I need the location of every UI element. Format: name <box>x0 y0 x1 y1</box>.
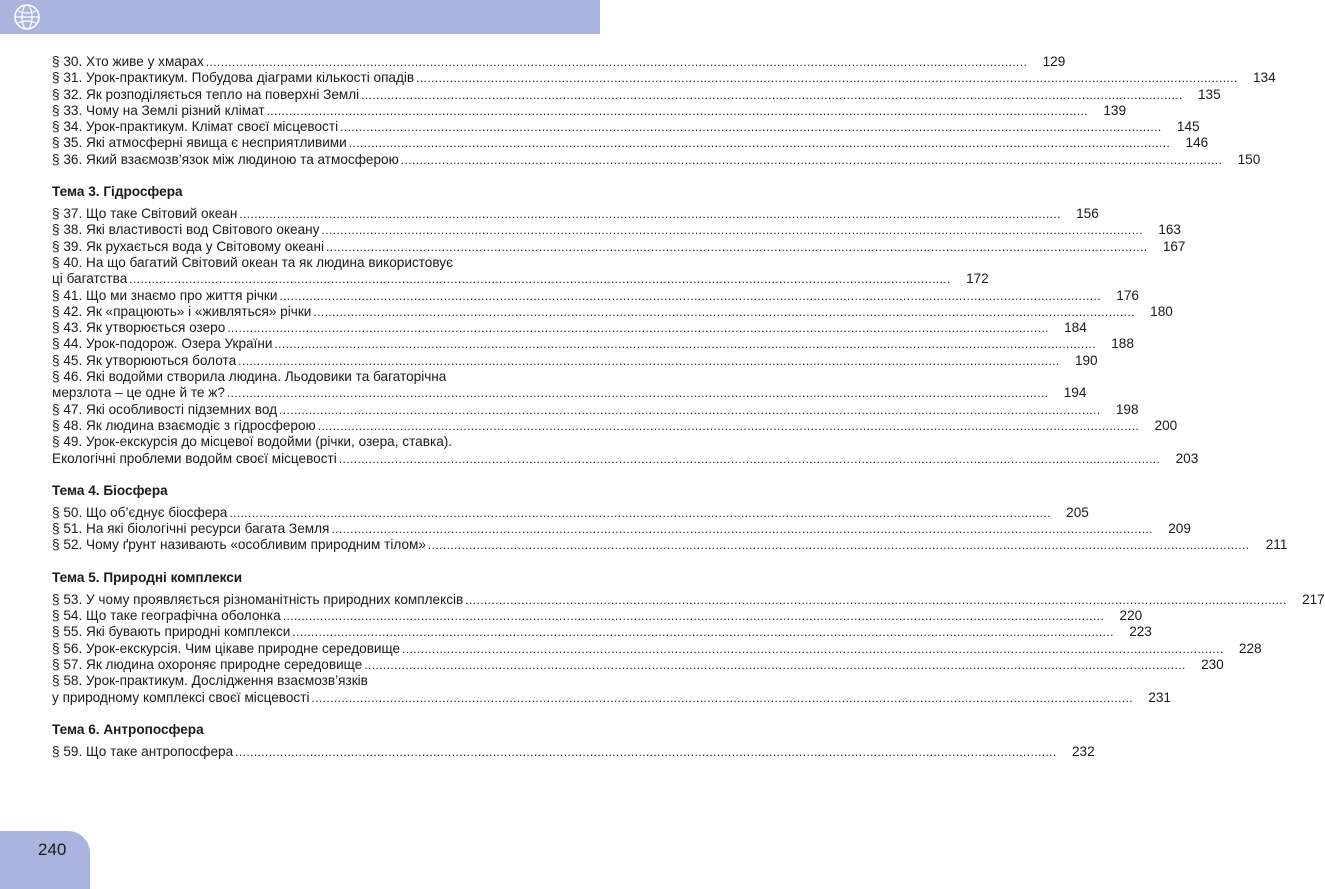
dot-leader: ............................................................................................................................................................................................................................ <box>279 402 1101 417</box>
dot-leader: ............................................................................................................................................................................................................................ <box>227 321 1049 336</box>
toc-entry-title: § 36. Який взаємозв’язок між людиною та атмосферою <box>52 151 399 167</box>
toc-page-number: 146 <box>1185 135 1209 151</box>
toc-line <box>52 271 989 287</box>
toc-line <box>52 336 1134 352</box>
toc-line <box>52 743 1095 760</box>
toc-page-number: 217 <box>1302 591 1325 607</box>
toc-entry <box>52 624 1152 640</box>
toc-entry-title: у природному комплексі своєї місцевості <box>52 689 310 705</box>
toc-entry <box>52 640 1262 657</box>
toc-entry-title: § 43. Як утворюється озеро <box>52 320 226 336</box>
toc-entry <box>52 135 1209 151</box>
toc-line <box>52 102 1127 119</box>
toc-page-number: 184 <box>1064 320 1087 336</box>
dot-leader: ............................................................................................................................................................................................................................ <box>364 657 1186 672</box>
toc-line <box>52 673 550 689</box>
toc-entry <box>52 151 1261 168</box>
toc-line <box>52 86 1221 103</box>
toc-entry <box>52 352 1098 369</box>
toc-entry <box>52 54 1066 70</box>
toc-line <box>52 521 1191 537</box>
dot-leader: ............................................................................................................................................................................................................................ <box>266 103 1089 118</box>
toc-page-number: 163 <box>1158 222 1181 238</box>
toc-line <box>52 352 1098 369</box>
toc-line <box>52 238 1186 255</box>
toc-entry <box>52 206 1099 222</box>
dot-leader: ............................................................................................................................................................................................................................ <box>313 304 1135 319</box>
dot-leader: ............................................................................................................................................................................................................................ <box>427 538 1250 553</box>
toc-page-number: 180 <box>1150 303 1173 319</box>
toc-entry-title: § 41. Що ми знаємо про життя річки <box>52 287 278 303</box>
table-of-contents <box>52 54 1325 760</box>
toc-entry-title: § 48. Як людина взаємодіє з гідросферою <box>52 417 316 433</box>
toc-entry <box>52 743 1095 760</box>
toc-line <box>52 135 1209 151</box>
toc-entry <box>52 537 1288 553</box>
toc-section <box>52 181 1199 467</box>
toc-entry <box>52 303 1173 320</box>
toc-line <box>52 401 1139 418</box>
toc-entry-title: § 35. Які атмосферні явища є несприятливими <box>52 135 347 151</box>
dot-leader: ............................................................................................................................................................................................................................ <box>229 505 1051 520</box>
header-band <box>0 0 600 34</box>
toc-entry <box>52 591 1325 608</box>
toc-entry <box>52 608 1143 624</box>
toc-page-number: 135 <box>1197 86 1221 102</box>
toc-entry-title: § 31. Урок-практикум. Побудова діаграми кількості опадів <box>52 70 415 86</box>
dot-leader: ............................................................................................................................................................................................................................ <box>338 451 1161 466</box>
toc-line <box>52 119 1200 135</box>
toc-entry <box>52 102 1127 119</box>
dot-leader: ............................................................................................................................................................................................................................ <box>226 386 1049 401</box>
toc-section <box>52 480 1288 554</box>
toc-entry <box>52 222 1181 238</box>
toc-page-number: 228 <box>1238 640 1262 656</box>
toc-entry <box>52 254 989 288</box>
dot-leader: ............................................................................................................................................................................................................................ <box>239 207 1061 222</box>
toc-entry <box>52 417 1178 434</box>
toc-entry-title: § 37. Що таке Світовий океан <box>52 206 238 222</box>
toc-entry-title: § 39. Як рухається вода у Світовому океані <box>52 238 325 254</box>
toc-line <box>52 206 1099 222</box>
toc-page-number: 129 <box>1042 54 1066 69</box>
toc-entry-title: § 34. Урок-практикум. Клімат своєї місцевості <box>52 119 339 135</box>
toc-entry-title: § 53. У чому проявляється різноманітність природних комплексів <box>52 591 464 607</box>
toc-line <box>52 417 1178 434</box>
toc-page-number: 194 <box>1063 385 1087 401</box>
toc-entry <box>52 238 1186 255</box>
toc-entry-title: § 54. Що таке географічна оболонка <box>52 608 281 624</box>
toc-page-number: 167 <box>1162 238 1186 254</box>
toc-line <box>52 151 1261 168</box>
toc-entry <box>52 70 1276 86</box>
dot-leader: ............................................................................................................................................................................................................................ <box>129 272 951 287</box>
toc-page-number: 198 <box>1115 401 1139 417</box>
toc-entry-title: § 49. Урок-екскурсія до місцевої водойми (річки, озера, ставка). <box>52 434 453 450</box>
dot-leader: ............................................................................................................................................................................................................................ <box>416 71 1238 86</box>
page-number: 240 <box>38 840 67 859</box>
toc-page-number: 232 <box>1071 743 1095 759</box>
toc-line <box>52 689 1171 706</box>
dot-leader: ............................................................................................................................................................................................................................ <box>292 625 1114 640</box>
toc-entry-title: § 40. На що багатий Світовий океан та як людина використовує <box>52 254 454 270</box>
toc-entry-title: § 33. Чому на Землі різний клімат <box>52 102 265 118</box>
dot-leader: ............................................................................................................................................................................................................................ <box>331 522 1153 537</box>
section-title: Тема 4. Біосфера <box>52 482 168 498</box>
toc-page-number: 220 <box>1119 608 1143 624</box>
toc-line <box>52 656 1224 673</box>
toc-page-number: 200 <box>1154 417 1178 433</box>
dot-leader: ............................................................................................................................................................................................................................ <box>400 152 1223 167</box>
dot-leader: ............................................................................................................................................................................................................................ <box>465 592 1287 607</box>
toc-page-number: 156 <box>1076 206 1099 222</box>
dot-leader: ............................................................................................................................................................................................................................ <box>317 418 1140 433</box>
toc-line <box>52 450 1199 467</box>
toc-line <box>52 640 1262 657</box>
toc-entry <box>52 320 1087 336</box>
toc-line <box>52 70 1276 86</box>
toc-entry <box>52 504 1089 521</box>
toc-line <box>52 320 1087 336</box>
toc-line <box>52 303 1173 320</box>
toc-page-number: 205 <box>1066 504 1089 520</box>
toc-page-number: 211 <box>1265 537 1288 553</box>
toc-page-number: 134 <box>1252 70 1276 86</box>
toc-line <box>52 434 550 450</box>
dot-leader: ............................................................................................................................................................................................................................ <box>321 223 1143 238</box>
globe-book-icon <box>12 2 42 32</box>
dot-leader: ............................................................................................................................................................................................................................ <box>274 337 1096 352</box>
toc-entry-title: мерзлота – це одне й те ж? <box>52 385 225 401</box>
toc-line <box>52 369 550 385</box>
dot-leader: ............................................................................................................................................................................................................................ <box>340 120 1162 135</box>
toc-line <box>52 608 1143 624</box>
dot-leader: ............................................................................................................................................................................................................................ <box>361 87 1183 102</box>
toc-entry <box>52 119 1200 135</box>
toc-line <box>52 385 1087 401</box>
toc-entry-title: § 50. Що об’єднує біосфера <box>52 504 228 520</box>
dot-leader: ............................................................................................................................................................................................................................ <box>402 641 1224 656</box>
toc-entry-title: § 57. Як людина охороняє природне середовище <box>52 656 363 672</box>
toc-line <box>52 537 1288 553</box>
toc-page-number: 139 <box>1103 102 1127 118</box>
toc-page-number: 231 <box>1148 689 1171 705</box>
toc-line <box>52 504 1089 521</box>
toc-entry <box>52 521 1191 537</box>
dot-leader: ............................................................................................................................................................................................................................ <box>205 55 1028 69</box>
toc-line <box>52 255 550 271</box>
toc-entry <box>52 434 1199 467</box>
dot-leader: ............................................................................................................................................................................................................................ <box>282 609 1105 624</box>
toc-line <box>52 54 1066 70</box>
toc-entry-title: § 44. Урок-подорож. Озера України <box>52 336 273 352</box>
section-title: Тема 6. Антропосфера <box>52 721 204 737</box>
toc-entry-title: § 42. Як «працюють» і «живляться» річки <box>52 303 312 319</box>
toc-entry-title: § 51. На які біологічні ресурси багата Земля <box>52 521 330 537</box>
toc-page-number: 209 <box>1168 521 1191 537</box>
toc-entry-title: § 30. Хто живе у хмарах <box>52 54 204 69</box>
toc-entry-title: § 38. Які властивості вод Світового океану <box>52 222 320 238</box>
toc-entry-title: § 56. Урок-екскурсія. Чим цікаве природне середовище <box>52 640 401 656</box>
toc-page-number: 145 <box>1176 119 1200 135</box>
toc-page-number: 230 <box>1201 656 1224 672</box>
toc-page-number: 223 <box>1129 624 1152 640</box>
toc-page-number: 172 <box>966 271 989 287</box>
toc-entry-title: § 45. Як утворюються болота <box>52 352 237 368</box>
toc-entry <box>52 287 1139 304</box>
toc-entry-title: § 46. Які водойми створила людина. Льодовики та багаторічна <box>52 369 447 385</box>
section-title: Тема 5. Природні комплекси <box>52 569 243 585</box>
toc-section <box>52 567 1325 706</box>
dot-leader: ............................................................................................................................................................................................................................ <box>235 744 1057 759</box>
dot-leader: ............................................................................................................................................................................................................................ <box>279 288 1101 303</box>
dot-leader: ............................................................................................................................................................................................................................ <box>348 136 1171 151</box>
dot-leader: ............................................................................................................................................................................................................................ <box>311 690 1133 705</box>
toc-line <box>52 591 1325 608</box>
toc-entry <box>52 336 1134 352</box>
toc-entry <box>52 673 1171 706</box>
toc-line <box>52 287 1139 304</box>
toc-page-number: 188 <box>1111 336 1134 352</box>
toc-entry-title: § 47. Які особливості підземних вод <box>52 401 278 417</box>
toc-entry <box>52 369 1087 402</box>
toc-entry-title: § 58. Урок-практикум. Дослідження взаємозв’язків <box>52 673 368 689</box>
dot-leader: ............................................................................................................................................................................................................................ <box>326 239 1148 254</box>
toc-page-number: 176 <box>1116 287 1139 303</box>
section-title: Тема 3. Гідросфера <box>52 184 183 200</box>
toc-entry <box>52 401 1139 418</box>
toc-line <box>52 222 1181 238</box>
toc-entry <box>52 86 1221 103</box>
toc-page-number: 190 <box>1074 352 1098 368</box>
toc-entry-title: § 59. Що таке антропосфера <box>52 743 234 759</box>
toc-line <box>52 624 1152 640</box>
toc-section <box>52 719 1095 760</box>
toc-entry-title: § 55. Які бувають природні комплекси <box>52 624 291 640</box>
toc-page-number: 150 <box>1237 151 1261 167</box>
toc-entry-title: § 32. Як розподіляється тепло на поверхні Землі <box>52 86 360 102</box>
toc-entry-title: Екологічні проблеми водойм своєї місцевості <box>52 450 337 466</box>
toc-entry-title: § 52. Чому ґрунт називають «особливим природним тілом» <box>52 537 426 553</box>
toc-entry <box>52 656 1224 673</box>
toc-entry-title: ці багатства <box>52 271 128 287</box>
dot-leader: ............................................................................................................................................................................................................................ <box>238 353 1060 368</box>
toc-page-number: 203 <box>1175 450 1199 466</box>
